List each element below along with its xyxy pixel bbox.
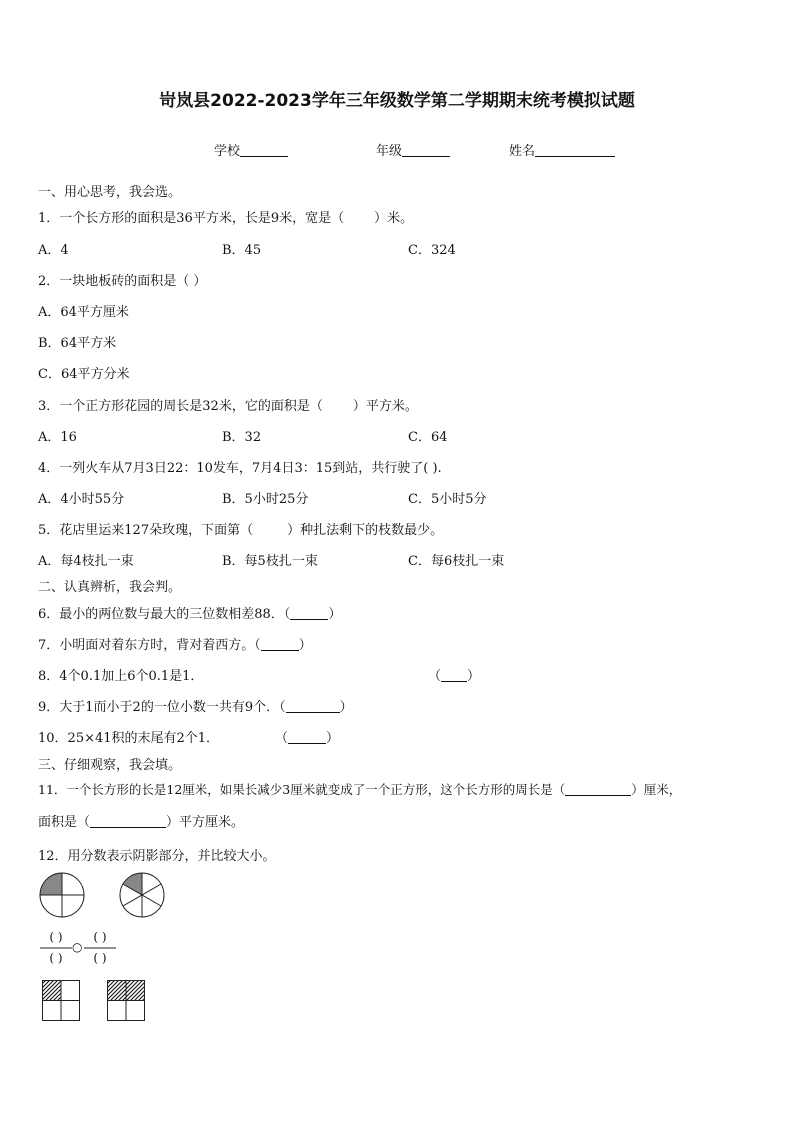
question-2: 2．一块地板砖的面积是（ ） (38, 274, 207, 289)
question-7-text: 7．小明面对着东方时，背对着西方。（ (38, 638, 261, 653)
question-9-text: 9．大于1而小于2的一位小数一共有9个．（ (38, 700, 286, 715)
q3-option-a[interactable]: A．16 (38, 430, 77, 445)
question-11-text: 11．一个长方形的长是12厘米，如果长减少3厘米就变成了一个正方形，这个长方形的周长是（ (38, 782, 566, 797)
q4-option-b[interactable]: B．5小时25分 (222, 492, 309, 507)
section-1-heading: 一、用心思考，我会选。 (38, 185, 182, 200)
question-7 (38, 634, 312, 653)
question-11-line-1 (38, 780, 681, 798)
q8-close-paren: ） (467, 669, 481, 684)
answer-blank-7[interactable] (261, 637, 299, 651)
question-11-text-2: 面积是（ (38, 815, 91, 830)
name-label: 姓名 (509, 144, 536, 159)
question-5 (38, 519, 443, 538)
name-field (509, 140, 615, 159)
q4-option-c[interactable]: C．5小时5分 (408, 492, 487, 507)
q4-option-a[interactable]: A．4小时55分 (38, 492, 125, 507)
question-1 (38, 207, 413, 226)
question-6-text: 6．最小的两位数与最大的三位数相差88．（ (38, 607, 291, 622)
school-label: 学校 (214, 144, 241, 159)
q3-option-b[interactable]: B．32 (222, 430, 262, 445)
question-9 (38, 696, 353, 715)
question-3-tail: ）平方米。 (352, 399, 418, 414)
school-field (214, 140, 288, 159)
q1-option-a[interactable]: A．4 (38, 243, 69, 258)
q2-option-b[interactable]: B．64平方米 (38, 336, 117, 351)
q1-option-c[interactable]: C．324 (408, 243, 456, 258)
answer-blank-6[interactable] (290, 606, 328, 620)
q5-option-a[interactable]: A．每4枝扎一束 (38, 554, 134, 569)
question-10-answer (275, 727, 339, 746)
q10-close-paren: ） (326, 731, 340, 746)
q10-open-paren: （ (275, 731, 289, 746)
name-blank[interactable] (535, 142, 615, 157)
answer-blank-10[interactable] (288, 730, 326, 744)
fraction-2-numerator[interactable]: ( ) (93, 930, 107, 944)
answer-blank-9[interactable] (286, 699, 340, 713)
grade-field (376, 140, 450, 159)
question-8-answer (428, 665, 480, 684)
grid-fraction-figure-2 (107, 980, 147, 1022)
question-9-tail: ） (339, 700, 353, 715)
question-3 (38, 395, 418, 414)
grade-label: 年级 (376, 144, 403, 159)
question-5-tail: ）种扎法剩下的枝数最少。 (287, 523, 444, 538)
grade-blank[interactable] (402, 142, 450, 157)
q1-option-b[interactable]: B．45 (222, 243, 262, 258)
fraction-2-denominator[interactable]: ( ) (93, 951, 107, 965)
question-8: 8．4个0.1加上6个0.1是1． (38, 669, 204, 684)
section-2-heading: 二、认真辨析，我会判。 (38, 580, 182, 595)
answer-blank-11a[interactable] (565, 782, 631, 796)
question-11-tail-2: ）平方厘米。 (166, 815, 245, 830)
question-10: 10．25×41积的末尾有2个1． (38, 731, 220, 746)
q2-option-a[interactable]: A．64平方厘米 (38, 305, 129, 320)
compare-circle[interactable]: ○ (72, 940, 83, 954)
school-blank[interactable] (240, 142, 288, 157)
fraction-1-denominator[interactable]: ( ) (49, 951, 63, 965)
page-title: 岢岚县2022-2023学年三年级数学第二学期期末统考模拟试题 (159, 91, 635, 111)
q3-option-c[interactable]: C．64 (408, 430, 448, 445)
q5-option-b[interactable]: B．每5枝扎一束 (222, 554, 318, 569)
section-3-heading: 三、仔细观察，我会填。 (38, 758, 182, 773)
grid-fraction-figure-1 (42, 980, 82, 1022)
grid-1-shaded-cell (42, 980, 61, 1000)
question-1-text: 1．一个长方形的面积是36平方米，长是9米，宽是（ (38, 211, 345, 226)
circle-fraction-figure-2 (120, 873, 168, 921)
question-4: 4．一列火车从7月3日22：10发车，7月4日3：15到站，共行驶了( ). (38, 461, 442, 476)
q5-option-c[interactable]: C．每6枝扎一束 (408, 554, 505, 569)
question-3-text: 3．一个正方形花园的周长是32米，它的面积是（ (38, 399, 323, 414)
question-6 (38, 603, 341, 622)
circle-fraction-figure-1 (40, 873, 88, 921)
question-6-tail: ） (328, 607, 342, 622)
question-5-text: 5．花店里运来127朵玫瑰，下面第（ (38, 523, 254, 538)
q8-open-paren: （ (428, 669, 442, 684)
answer-blank-11b[interactable] (90, 814, 166, 828)
question-12: 12．用分数表示阴影部分，并比较大小。 (38, 849, 276, 864)
question-11-line-2 (38, 811, 244, 830)
question-11-tail-1: ）厘米， (631, 782, 682, 797)
answer-blank-8[interactable] (441, 668, 467, 682)
fraction-1-numerator[interactable]: ( ) (49, 930, 63, 944)
q2-option-c[interactable]: C．64平方分米 (38, 367, 130, 382)
circle-2-shaded-sixth (123, 873, 142, 895)
question-1-tail: ）米。 (374, 211, 414, 226)
question-7-tail: ） (298, 638, 312, 653)
